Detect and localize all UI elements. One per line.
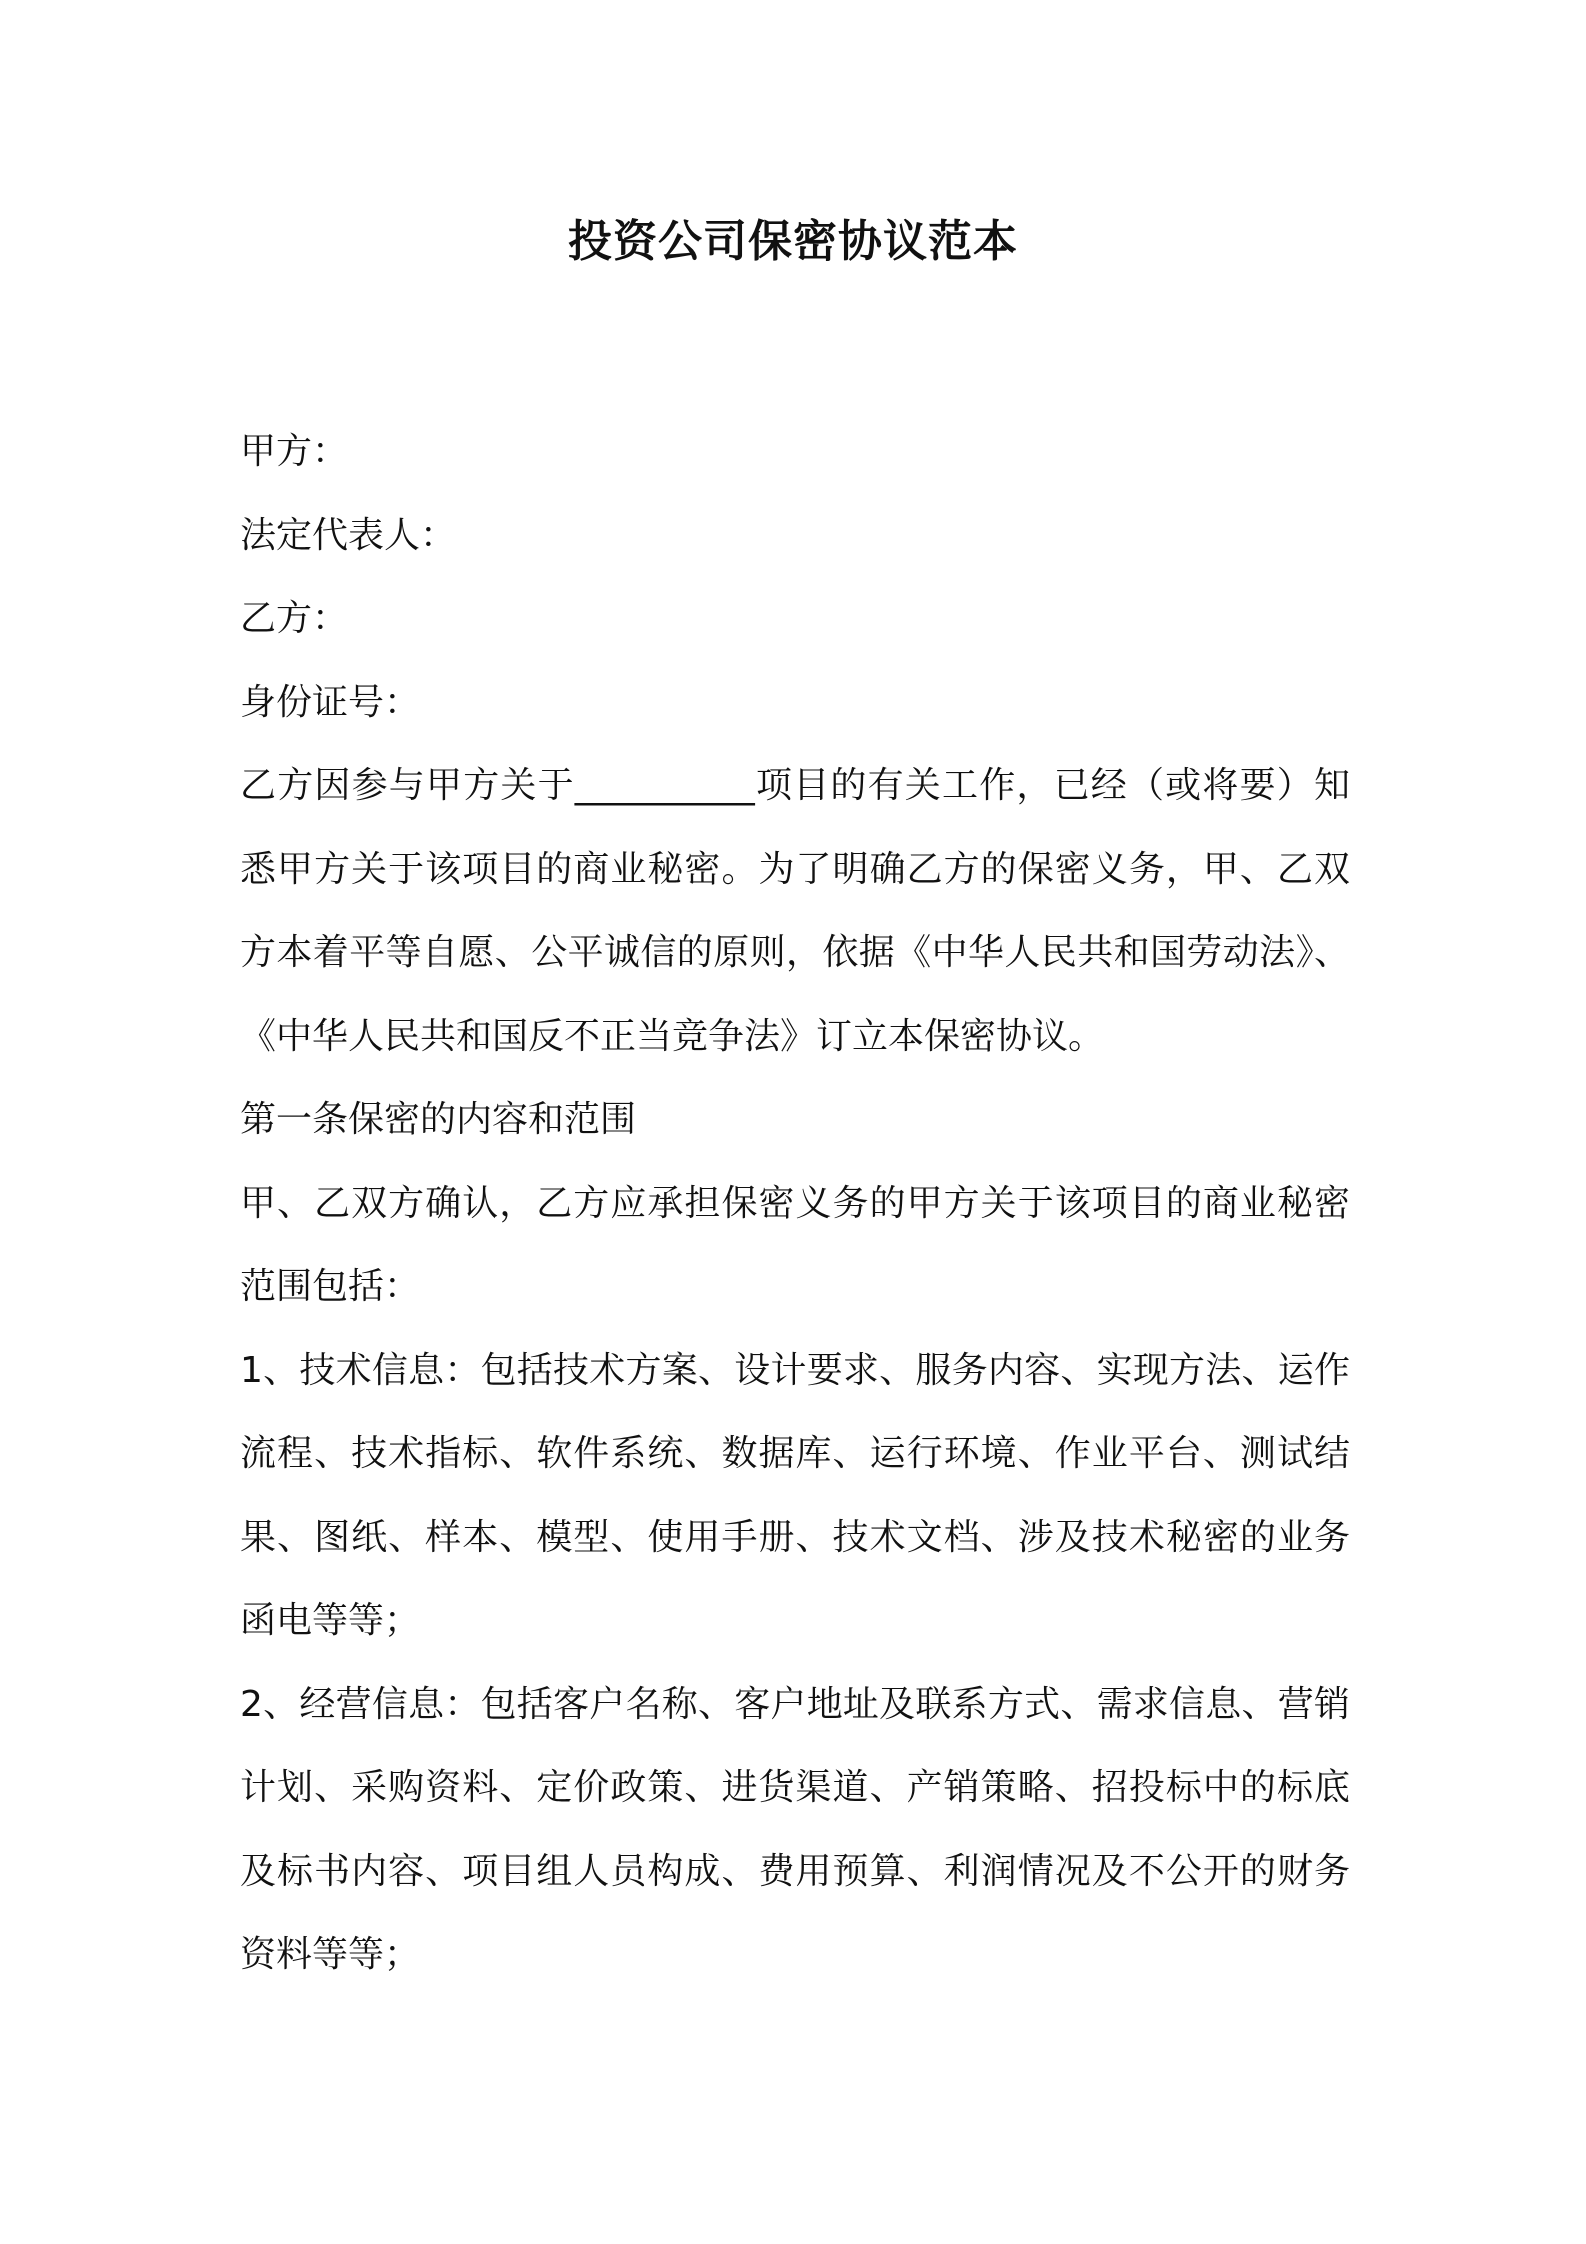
article-1-heading: 第一条保密的内容和范围 bbox=[240, 1099, 637, 1140]
document-body bbox=[240, 410, 1350, 1997]
intro-paragraph: 乙方因参与甲方关于__________项目的有关工作，已经（或将要）知悉甲方关于该项目的商业秘密。为了明确乙方的保密义务，甲、乙双方本着平等自愿、公平诚信的原则，依据《中华人民共和国劳动法》、《中华人民共和国反不正当竞争法》订立本保密协议。 bbox=[240, 765, 1350, 1057]
article-1-item-2: 2、经营信息：包括客户名称、客户地址及联系方式、需求信息、营销计划、采购资料、定价政策、进货渠道、产销策略、招投标中的标底及标书内容、项目组人员构成、费用预算、利润情况及不公开的财务资料等等； bbox=[240, 1683, 1350, 1975]
legal-rep-field: 法定代表人： bbox=[240, 514, 457, 556]
party-b-field: 乙方： bbox=[240, 598, 349, 639]
article-1-item-1: 1、技术信息：包括技术方案、设计要求、服务内容、实现方法、运作流程、技术指标、软件系统、数据库、运行环境、作业平台、测试结果、图纸、样本、模型、使用手册、技术文档、涉及技术秘密的业务函电等等； bbox=[240, 1349, 1350, 1641]
document-title: 投资公司保密协议范本 bbox=[568, 216, 1018, 267]
party-a-field: 甲方： bbox=[240, 431, 349, 472]
article-1-lead: 甲、乙双方确认，乙方应承担保密义务的甲方关于该项目的商业秘密范围包括： bbox=[240, 1182, 1350, 1307]
id-number-field: 身份证号： bbox=[240, 681, 421, 723]
